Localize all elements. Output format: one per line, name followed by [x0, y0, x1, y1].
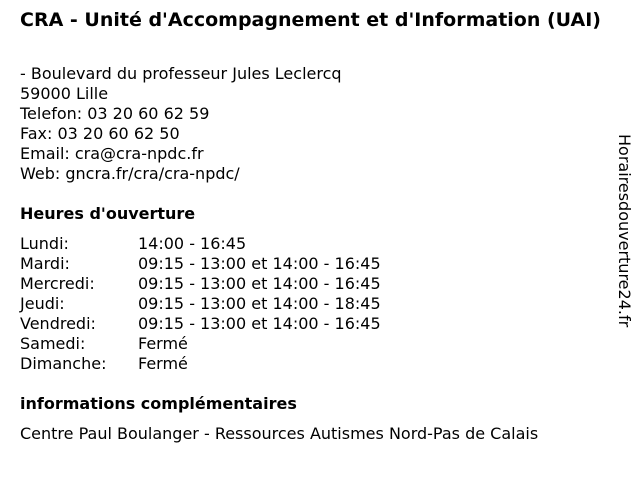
- hours-row-dimanche: [20, 354, 381, 374]
- day-hours: Fermé: [138, 334, 188, 353]
- day-hours: 09:15 - 13:00 et 14:00 - 16:45: [138, 254, 381, 273]
- hours-row-samedi: [20, 334, 381, 354]
- info-text: Centre Paul Boulanger - Ressources Autismes Nord-Pas de Calais: [20, 424, 539, 443]
- day-hours: 09:15 - 13:00 et 14:00 - 18:45: [138, 294, 381, 313]
- hours-heading: Heures d'ouverture: [20, 204, 196, 223]
- email-line: Email: cra@cra-npdc.fr: [20, 144, 204, 163]
- hours-row-vendredi: [20, 314, 381, 334]
- web-line: Web: gncra.fr/cra/cra-npdc/: [20, 164, 240, 183]
- day-label: Dimanche:: [20, 354, 107, 373]
- day-hours: 09:15 - 13:00 et 14:00 - 16:45: [138, 274, 381, 293]
- watermark-container: [612, 134, 634, 346]
- day-label: Lundi:: [20, 234, 69, 253]
- watermark-text: Horairesdouverture24.fr: [615, 134, 634, 328]
- day-label: Samedi:: [20, 334, 86, 353]
- fax-line: Fax: 03 20 60 62 50: [20, 124, 180, 143]
- phone-line: Telefon: 03 20 60 62 59: [20, 104, 210, 123]
- day-hours: 14:00 - 16:45: [138, 234, 247, 253]
- hours-row-mardi: [20, 254, 381, 274]
- day-hours: Fermé: [138, 354, 188, 373]
- day-label: Mardi:: [20, 254, 70, 273]
- address-street: - Boulevard du professeur Jules Leclercq: [20, 64, 342, 83]
- address-city: 59000 Lille: [20, 84, 109, 103]
- day-hours: 09:15 - 13:00 et 14:00 - 16:45: [138, 314, 381, 333]
- day-label: Vendredi:: [20, 314, 96, 333]
- hours-table: [20, 234, 381, 374]
- page-title: CRA - Unité d'Accompagnement et d'Information (UAI): [20, 9, 601, 31]
- hours-row-jeudi: [20, 294, 381, 314]
- day-label: Jeudi:: [20, 294, 65, 313]
- hours-row-lundi: [20, 234, 381, 254]
- info-heading: informations complémentaires: [20, 394, 297, 413]
- contact-block: [20, 64, 342, 184]
- hours-row-mercredi: [20, 274, 381, 294]
- day-label: Mercredi:: [20, 274, 95, 293]
